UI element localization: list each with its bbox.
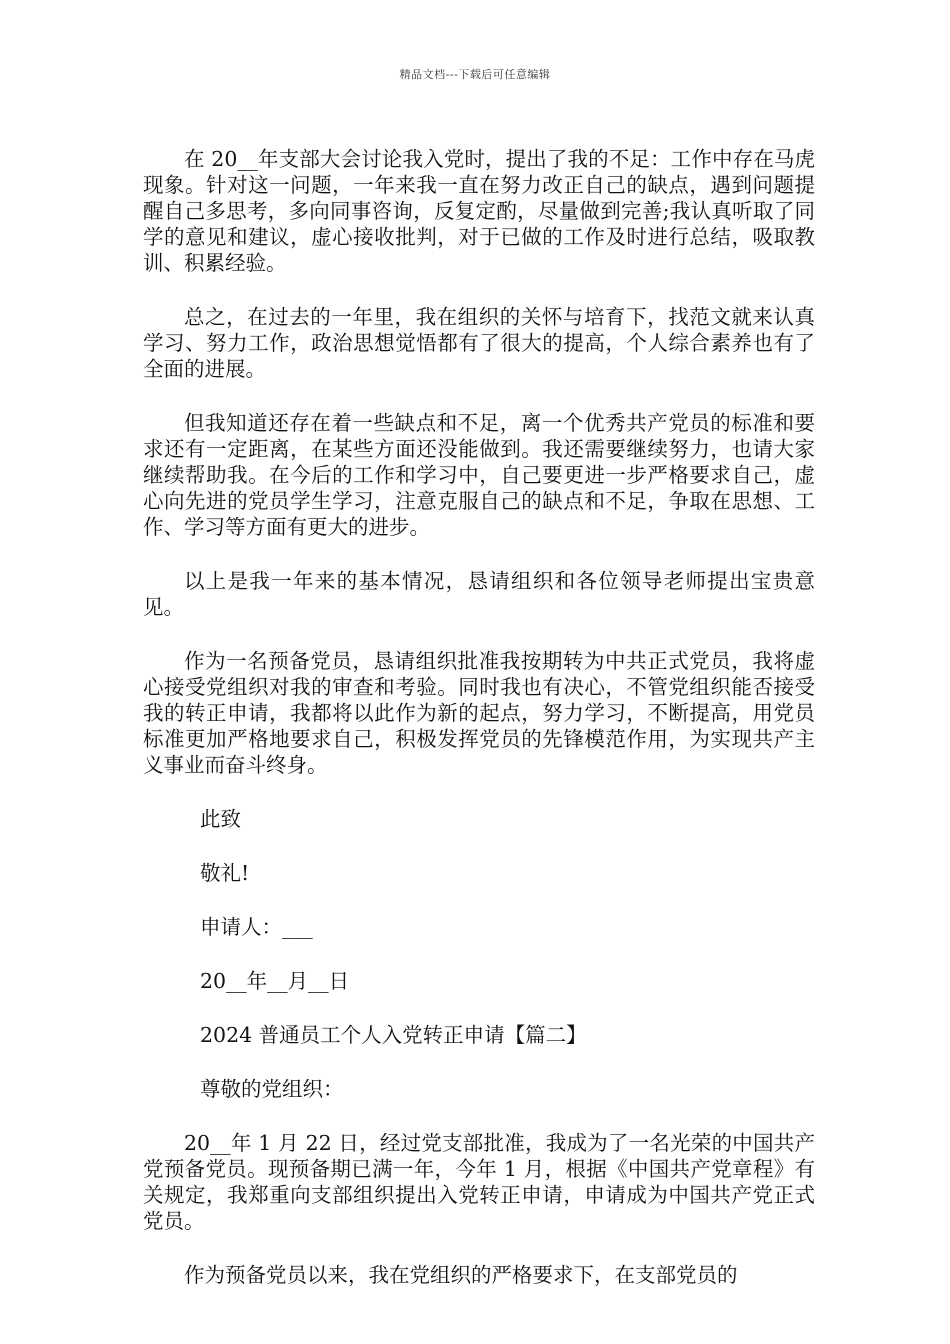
greeting-line: 尊敬的党组织： (200, 1077, 344, 1101)
closing-salutation: 此致 (200, 807, 241, 831)
applicant-line: 申请人：___ (200, 915, 313, 939)
paragraph-approval: 20__年 1 月 22 日，经过党支部批准，我成为了一名光荣的中国共产党预备党员。现预备期已满一年，今年 1 月，根据《中国共产党章程》有关规定，我郑重向支部组织提出入党转正申请，申请成为中国共产党正式党员。 (143, 1131, 815, 1233)
closing-regards: 敬礼! (200, 861, 250, 885)
paragraph-commitment: 作为一名预备党员，恳请组织批准我按期转为中共正式党员，我将虚心接受党组织对我的审查和考验。同时我也有决心，不管党组织能否接受我的转正申请，我都将以此作为新的起点，努力学习，不断提高，用党员标准更加严格地要求自己，积极发挥党员的先锋模范作用，为实现共产主义事业而奋斗终身。 (143, 649, 815, 777)
paragraph-request-feedback: 以上是我一年来的基本情况，恳请组织和各位领导老师提出宝贵意见。 (143, 569, 815, 619)
section-title: 2024 普通员工个人入党转正申请【篇二】 (200, 1023, 587, 1047)
paragraph-summary: 总之，在过去的一年里，我在组织的关怀与培育下，找范文就来认真学习、努力工作，政治思想觉悟都有了很大的提高，个人综合素养也有了全面的进展。 (143, 305, 815, 381)
paragraph-since-probation: 作为预备党员以来，我在党组织的严格要求下，在支部党员的 (184, 1263, 738, 1287)
date-line: 20__年__月__日 (200, 969, 350, 993)
document-body (143, 146, 815, 1316)
page-header: 精品文档---下载后可任意编辑 (399, 68, 551, 81)
paragraph-shortcoming: 在 20__年支部大会讨论我入党时，提出了我的不足：工作中存在马虎现象。针对这一问题，一年来我一直在努力改正自己的缺点，遇到问题提醒自己多思考，多向同事咨询，反复定酌，尽量做到完善;我认真听取了同学的意见和建议，虚心接收批判，对于已做的工作及时进行总结，吸取教训、积累经验。 (143, 147, 815, 275)
paragraph-weakness: 但我知道还存在着一些缺点和不足，离一个优秀共产党员的标准和要求还有一定距离，在某些方面还没能做到。我还需要继续努力，也请大家继续帮助我。在今后的工作和学习中，自己要更进一步严格要求自己，虚心向先进的党员学生学习，注意克服自己的缺点和不足，争取在思想、工作、学习等方面有更大的进步。 (143, 411, 815, 539)
